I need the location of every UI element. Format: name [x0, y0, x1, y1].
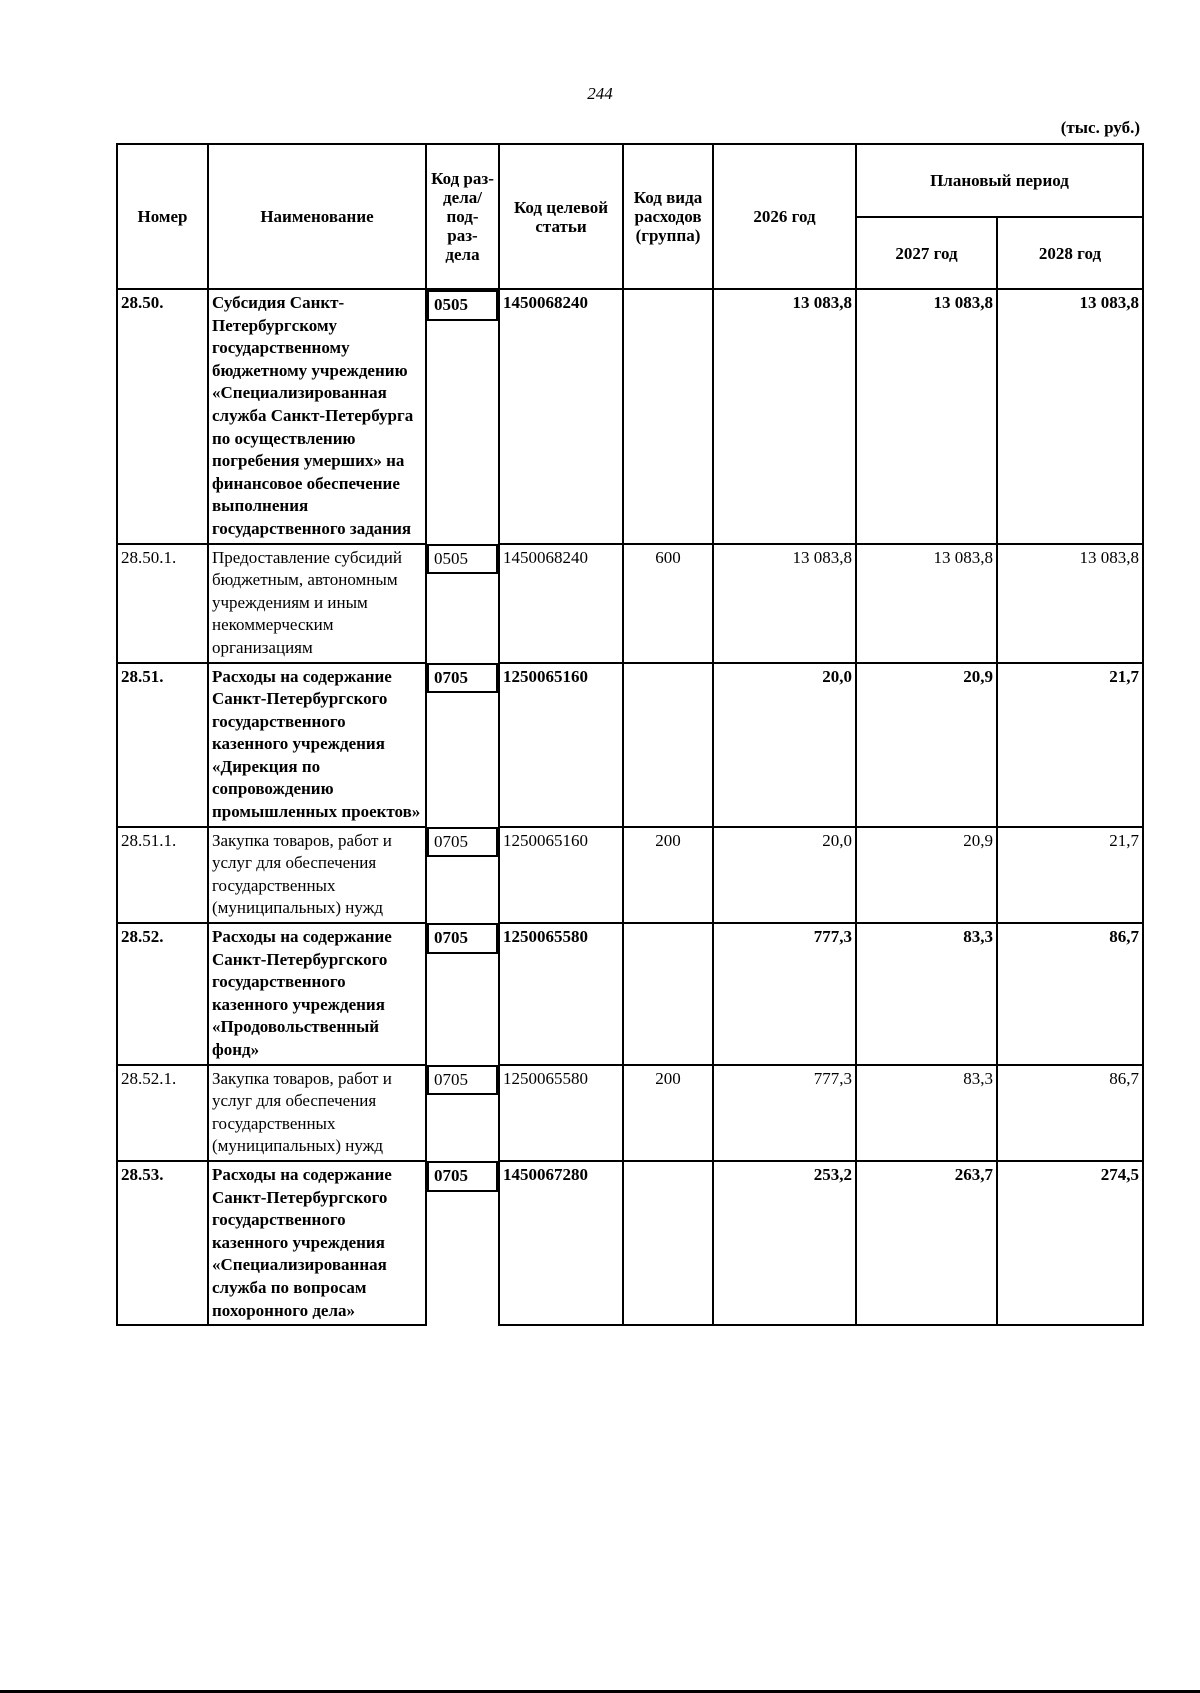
- row-number: 28.52.1.: [117, 1065, 208, 1161]
- header-target: Код целевой статьи: [499, 144, 623, 289]
- row-podrazdel: 05: [451, 1069, 468, 1089]
- row-target-code: 1250065580: [499, 923, 623, 1065]
- row-razdel: 07: [434, 1069, 451, 1089]
- row-value-2026: 20,0: [713, 663, 856, 827]
- table-row: [117, 544, 1143, 663]
- row-value-2027: 83,3: [856, 923, 997, 1065]
- row-value-2028: 21,7: [997, 827, 1143, 923]
- row-section-code: [427, 1065, 498, 1096]
- row-razdel: 05: [434, 295, 451, 314]
- row-target-code: 1250065580: [499, 1065, 623, 1161]
- row-number: 28.50.: [117, 289, 208, 544]
- row-podrazdel: 05: [451, 295, 468, 314]
- header-num: Номер: [117, 144, 208, 289]
- row-razdel: 05: [434, 548, 451, 568]
- table-row: [117, 827, 1143, 923]
- row-value-2028: 13 083,8: [997, 544, 1143, 663]
- table-row: [117, 289, 1143, 544]
- row-podrazdel: 05: [451, 1165, 468, 1185]
- row-razdel: 07: [434, 667, 451, 687]
- row-value-2028: 86,7: [997, 1065, 1143, 1161]
- row-value-2027: 263,7: [856, 1161, 997, 1325]
- row-value-2028: 13 083,8: [997, 289, 1143, 544]
- row-value-2026: 777,3: [713, 923, 856, 1065]
- header-section: Код раз- дела/ под- раз- дела: [426, 144, 499, 289]
- row-section-code: [427, 544, 498, 575]
- page-number: 244: [587, 84, 613, 103]
- row-podrazdel: 05: [451, 548, 468, 568]
- row-target-code: 1450067280: [499, 1161, 623, 1325]
- header-2027: 2027 год: [856, 217, 997, 289]
- row-number: 28.52.: [117, 923, 208, 1065]
- row-value-2027: 83,3: [856, 1065, 997, 1161]
- row-expense-type: [623, 663, 713, 827]
- header-2028: 2028 год: [997, 217, 1143, 289]
- row-expense-type: 600: [623, 544, 713, 663]
- row-value-2027: 20,9: [856, 663, 997, 827]
- row-razdel: 07: [434, 1165, 451, 1185]
- row-expense-type: [623, 1161, 713, 1325]
- row-value-2026: 13 083,8: [713, 289, 856, 544]
- row-podrazdel: 05: [451, 667, 468, 687]
- row-razdel: 07: [434, 928, 451, 948]
- row-target-code: 1250065160: [499, 827, 623, 923]
- header-vr: Код вида расходов (группа): [623, 144, 713, 289]
- row-value-2026: 253,2: [713, 1161, 856, 1325]
- row-expense-type: [623, 289, 713, 544]
- row-expense-type: [623, 923, 713, 1065]
- row-value-2028: 86,7: [997, 923, 1143, 1065]
- row-expense-type: 200: [623, 1065, 713, 1161]
- row-target-code: 1450068240: [499, 544, 623, 663]
- row-value-2026: 13 083,8: [713, 544, 856, 663]
- table-row: [117, 1065, 1143, 1161]
- table-row: [117, 1161, 1143, 1325]
- row-number: 28.53.: [117, 1161, 208, 1325]
- row-section-code: [427, 1161, 498, 1192]
- row-target-code: 1450068240: [499, 289, 623, 544]
- row-value-2027: 13 083,8: [856, 544, 997, 663]
- row-name: Закупка товаров, работ и услуг для обеспечения государственных (муниципальных) нужд: [208, 827, 426, 923]
- table-row: [117, 663, 1143, 827]
- table-row: [117, 923, 1143, 1065]
- row-expense-type: 200: [623, 827, 713, 923]
- budget-table: [116, 143, 1144, 1326]
- row-value-2028: 274,5: [997, 1161, 1143, 1325]
- row-target-code: 1250065160: [499, 663, 623, 827]
- row-razdel: 07: [434, 831, 451, 851]
- row-podrazdel: 05: [451, 831, 468, 851]
- row-podrazdel: 05: [451, 928, 468, 948]
- row-value-2027: 20,9: [856, 827, 997, 923]
- row-section-code: [427, 827, 498, 858]
- units-label: (тыс. руб.): [1060, 118, 1140, 137]
- row-section-code: [427, 663, 498, 694]
- row-number: 28.51.: [117, 663, 208, 827]
- row-number: 28.51.1.: [117, 827, 208, 923]
- header-2026: 2026 год: [713, 144, 856, 289]
- row-value-2026: 20,0: [713, 827, 856, 923]
- row-name: Субсидия Санкт-Петербургскому государственному бюджетному учреждению «Специализированная служба Санкт-Петербурга по осуществлению погребения умерших» на финансовое обеспечение выполнения государственного задания: [208, 289, 426, 544]
- row-name: Расходы на содержание Санкт-Петербургского государственного казенного учреждения «Дирекция по сопровождению промышленных проектов»: [208, 663, 426, 827]
- row-value-2028: 21,7: [997, 663, 1143, 827]
- row-section-code: [427, 290, 498, 321]
- header-plan-period: Плановый период: [856, 144, 1143, 217]
- row-value-2026: 777,3: [713, 1065, 856, 1161]
- row-name: Расходы на содержание Санкт-Петербургского государственного казенного учреждения «Продовольственный фонд»: [208, 923, 426, 1065]
- header-name: Наименование: [208, 144, 426, 289]
- row-name: Расходы на содержание Санкт-Петербургского государственного казенного учреждения «Специализированная служба по вопросам похоронного дела»: [208, 1161, 426, 1325]
- row-value-2027: 13 083,8: [856, 289, 997, 544]
- row-name: Закупка товаров, работ и услуг для обеспечения государственных (муниципальных) нужд: [208, 1065, 426, 1161]
- row-section-code: [427, 923, 498, 954]
- row-name: Предоставление субсидий бюджетным, автономным учреждениям и иным некоммерческим организациям: [208, 544, 426, 663]
- row-number: 28.50.1.: [117, 544, 208, 663]
